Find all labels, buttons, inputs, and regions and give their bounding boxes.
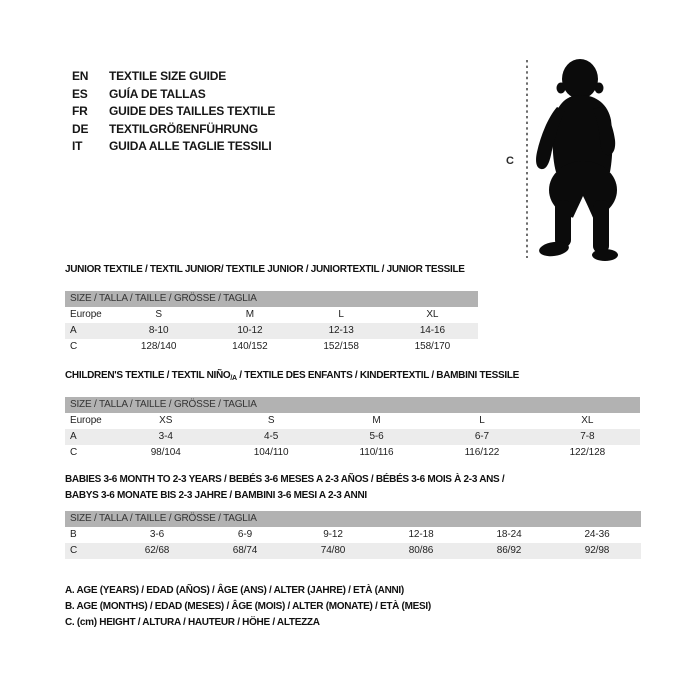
children-table-title xyxy=(65,370,519,382)
title-line-2: BABYS 3-6 MONATE BIS 2-3 JAHRE / BAMBINI 3-6 MESI A 2-3 ANNI xyxy=(65,489,367,501)
row-label: B xyxy=(70,529,77,540)
age-cell: 24-36 xyxy=(584,529,610,540)
height-cell: 158/170 xyxy=(414,341,451,352)
age-cell: 3-6 xyxy=(149,529,165,540)
table-row-age xyxy=(65,429,640,445)
babies-size-table xyxy=(65,511,641,559)
age-cell: 10-12 xyxy=(237,325,263,336)
lang-code: ES xyxy=(72,86,88,101)
age-cell: 5-6 xyxy=(369,431,384,442)
size-header-bar: SIZE / TALLA / TAILLE / GRÖSSE / TAGLIA xyxy=(65,397,640,413)
age-cell: 7-8 xyxy=(580,431,595,442)
lang-code: IT xyxy=(72,139,83,154)
size-cell: S xyxy=(267,415,275,426)
junior-size-table xyxy=(65,291,478,355)
lang-label: TEXTILGRÖßENFÜHRUNG xyxy=(109,121,258,136)
size-header-bar: SIZE / TALLA / TAILLE / GRÖSSE / TAGLIA xyxy=(65,511,641,527)
table-row-height xyxy=(65,543,641,559)
height-cell: 80/86 xyxy=(408,545,434,556)
age-cell: 3-4 xyxy=(158,431,173,442)
height-measure-label: C xyxy=(506,155,514,167)
children-size-table xyxy=(65,397,640,461)
toddler-silhouette-shape xyxy=(536,59,618,261)
size-cell: L xyxy=(338,309,344,320)
legend-notes xyxy=(65,583,431,631)
lang-row-es xyxy=(72,86,275,104)
lang-row-en xyxy=(72,68,275,86)
size-cell: XL xyxy=(426,309,439,320)
row-label: A xyxy=(70,431,77,442)
lang-label: GUIDA ALLE TAGLIE TESSILI xyxy=(109,139,272,154)
note-a: A. AGE (YEARS) / EDAD (AÑOS) / ÂGE (ANS) / ALTER (JAHRE) / ETÀ (ANNI) xyxy=(65,585,404,596)
height-cell: 62/68 xyxy=(144,545,170,556)
height-cell: 122/128 xyxy=(569,447,606,458)
size-cell: XS xyxy=(159,415,173,426)
height-cell: 104/110 xyxy=(253,447,289,458)
title-text: / TEXTILE DES ENFANTS / KINDERTEXTIL / BAMBINI TESSILE xyxy=(236,370,520,381)
size-cell: L xyxy=(479,415,485,426)
height-cell: 92/98 xyxy=(584,545,610,556)
height-cell: 74/80 xyxy=(320,545,346,556)
height-cell: 110/116 xyxy=(359,447,394,458)
age-cell: 12-18 xyxy=(408,529,434,540)
lang-row-it xyxy=(72,138,275,156)
row-label: Europe xyxy=(70,415,102,426)
table-row-height xyxy=(65,339,478,355)
lang-row-fr xyxy=(72,103,275,121)
title-subscript: /A xyxy=(230,375,237,382)
size-cell: S xyxy=(155,309,162,320)
row-label: C xyxy=(70,341,78,352)
lang-label: GUÍA DE TALLAS xyxy=(109,86,206,101)
height-cell: 68/74 xyxy=(232,545,258,556)
row-label: C xyxy=(70,447,78,458)
title-line-1: BABIES 3-6 MONTH TO 2-3 YEARS / BEBÉS 3-6 MESES A 2-3 AÑOS / BÉBÉS 3-6 MOIS À 2-3 ANS / xyxy=(65,474,505,485)
size-cell: M xyxy=(245,309,254,320)
age-cell: 6-7 xyxy=(474,431,489,442)
lang-code: DE xyxy=(72,121,89,136)
age-cell: 18-24 xyxy=(496,529,522,540)
lang-code: FR xyxy=(72,104,88,119)
age-cell: 8-10 xyxy=(148,325,169,336)
lang-row-de xyxy=(72,121,275,139)
age-cell: 4-5 xyxy=(264,431,279,442)
row-label: C xyxy=(70,545,78,556)
title-text: CHILDREN'S TEXTILE / TEXTIL NIÑO xyxy=(65,370,231,381)
height-cell: 98/104 xyxy=(150,447,181,458)
lang-code: EN xyxy=(72,69,89,83)
lang-label: TEXTILE SIZE GUIDE xyxy=(109,69,227,83)
height-cell: 128/140 xyxy=(140,341,177,352)
table-row-europe xyxy=(65,307,478,323)
lang-label: GUIDE DES TAILLES TEXTILE xyxy=(109,104,276,119)
babies-table-title xyxy=(65,472,641,503)
age-cell: 6-9 xyxy=(237,529,253,540)
height-cell: 116/122 xyxy=(464,447,500,458)
age-cell: 12-13 xyxy=(328,325,354,336)
row-label: A xyxy=(70,325,77,336)
table-row-europe xyxy=(65,413,640,429)
size-cell: M xyxy=(372,415,381,426)
note-c: C. (cm) HEIGHT / ALTURA / HAUTEUR / HÖHE / ALTEZZA xyxy=(65,617,320,628)
age-cell: 9-12 xyxy=(323,529,343,540)
size-header-bar: SIZE / TALLA / TAILLE / GRÖSSE / TAGLIA xyxy=(65,291,478,307)
row-label: Europe xyxy=(70,309,102,320)
height-cell: 86/92 xyxy=(496,545,522,556)
table-row-age xyxy=(65,323,478,339)
height-cell: 140/152 xyxy=(232,341,268,352)
junior-table-title: JUNIOR TEXTILE / TEXTIL JUNIOR/ TEXTILE JUNIOR / JUNIORTEXTIL / JUNIOR TESSILE xyxy=(65,264,465,275)
toddler-silhouette-icon xyxy=(500,52,630,267)
size-cell: XL xyxy=(581,415,594,426)
note-b: B. AGE (MONTHS) / EDAD (MESES) / ÂGE (MOIS) / ALTER (MONATE) / ETÀ (MESI) xyxy=(65,601,431,612)
height-cell: 152/158 xyxy=(323,341,359,352)
table-row-age-months xyxy=(65,527,641,543)
age-cell: 14-16 xyxy=(419,325,445,336)
table-row-height xyxy=(65,445,640,461)
language-title-list xyxy=(72,68,275,156)
